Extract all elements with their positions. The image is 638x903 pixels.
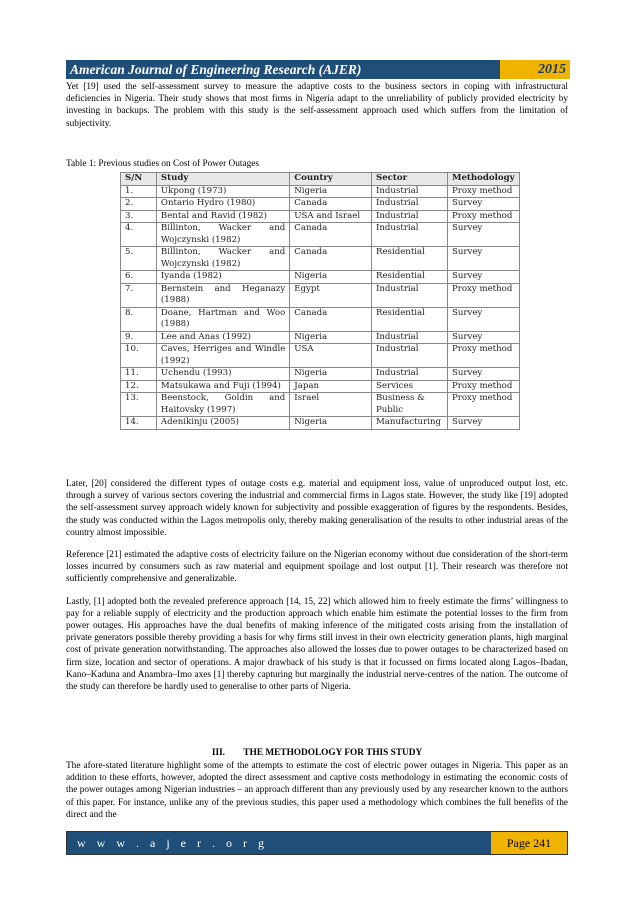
footer-page-number: Page 241 (491, 832, 567, 854)
studies-table-container (120, 172, 520, 430)
table-cell: Iyanda (1982) (156, 271, 289, 284)
table-cell: Ukpong (1973) (156, 185, 289, 198)
table-row (121, 210, 520, 223)
table-cell: 10. (121, 344, 157, 368)
table-row (121, 307, 520, 331)
table-cell: Residential (371, 307, 447, 331)
table-cell: Proxy method (447, 393, 519, 417)
page-footer (66, 831, 568, 855)
table-cell: Nigeria (290, 331, 372, 344)
table-row (121, 283, 520, 307)
paragraph-reference-21: Reference [21] estimated the adaptive costs of electricity failure on the Nigerian economy without due consideration of the short-term losses incurred by consumers such as raw material and equipment spoilage and lost output [1]. Their research was therefore not sufficiently comprehensive and generalizable. (66, 550, 568, 585)
table-cell: Industrial (371, 344, 447, 368)
table-row (121, 271, 520, 284)
table-cell: Industrial (371, 368, 447, 381)
table-cell: Manufacturing (371, 417, 447, 430)
table-cell: Business & Public (371, 393, 447, 417)
literature-paragraphs (66, 478, 568, 703)
table-header-row (121, 173, 520, 186)
paragraph-later-20: Later, [20] considered the different types of outage costs e.g. material and equipment loss, value of unproduced output lost, etc. through a survey of various sectors covering the industrial and commercial firms in Lagos state. However, the study like [19] adopted the self-assessment survey approach widely known for subjectivity and possible exaggeration of figures by the respondents. Besides, the study was conducted within the Lagos metropolis only, thereby making generalisation of the results to other industrial areas of the country almost impossible. (66, 479, 568, 538)
table-cell: Japan (290, 380, 372, 393)
table-cell: 3. (121, 210, 157, 223)
table-cell: Industrial (371, 185, 447, 198)
table-cell: Survey (447, 331, 519, 344)
table-cell: 5. (121, 247, 157, 271)
journal-title: American Journal of Engineering Research (AJER) (66, 60, 500, 79)
table-cell: 11. (121, 368, 157, 381)
table-cell: Survey (447, 417, 519, 430)
table-cell: Ontario Hydro (1980) (156, 198, 289, 211)
journal-header (66, 60, 570, 79)
table-cell: Egypt (290, 283, 372, 307)
table-cell: Lee and Anas (1992) (156, 331, 289, 344)
table-cell: Israel (290, 393, 372, 417)
table-cell: Survey (447, 247, 519, 271)
table-row (121, 198, 520, 211)
table-cell: Nigeria (290, 271, 372, 284)
table-cell: Nigeria (290, 417, 372, 430)
table-row (121, 344, 520, 368)
table-caption: Table 1: Previous studies on Cost of Power Outages (66, 159, 260, 169)
table-cell: 4. (121, 223, 157, 247)
table-cell: Industrial (371, 283, 447, 307)
table-cell: Residential (371, 247, 447, 271)
table-cell: Nigeria (290, 185, 372, 198)
table-cell: 1. (121, 185, 157, 198)
table-cell: Industrial (371, 331, 447, 344)
table-cell: Industrial (371, 210, 447, 223)
methodology-paragraph: The afore-stated literature highlight some of the attempts to estimate the cost of electric power outages in Nigeria. This paper as an addition to these efforts, however, adopted the direct assessment and captive costs methodology in estimating the economic costs of the power outages among Nigerian industries – an approach different than any previously used by any researcher known to the authors of this paper. For instance, unlike any of the previous studies, this paper used a methodology which combines the full benefits of the direct and the (66, 761, 568, 820)
table-cell: Survey (447, 368, 519, 381)
footer-website: w w w . a j e r . o r g (67, 832, 491, 854)
table-cell: USA (290, 344, 372, 368)
table-cell: Industrial (371, 223, 447, 247)
table-header-cell: Sector (371, 173, 447, 186)
journal-year: 2015 (500, 60, 570, 79)
table-cell: Survey (447, 198, 519, 211)
table-row (121, 380, 520, 393)
table-cell: 6. (121, 271, 157, 284)
section-heading: III. THE METHODOLOGY FOR THIS STUDY (211, 748, 423, 758)
table-cell: Billinton, Wacker and Wojczynski (1982) (156, 247, 289, 271)
table-cell: Survey (447, 223, 519, 247)
table-cell: 14. (121, 417, 157, 430)
table-cell: Canada (290, 198, 372, 211)
methodology-paragraph-block (66, 760, 568, 831)
table-cell: Residential (371, 271, 447, 284)
table-cell: 9. (121, 331, 157, 344)
table-row (121, 247, 520, 271)
table-cell: Nigeria (290, 368, 372, 381)
table-cell: USA and Israel (290, 210, 372, 223)
table-cell: 2. (121, 198, 157, 211)
table-header-cell: S/N (121, 173, 157, 186)
table-cell: Canada (290, 223, 372, 247)
table-cell: 8. (121, 307, 157, 331)
table-row (121, 331, 520, 344)
table-row (121, 368, 520, 381)
table-cell: Survey (447, 307, 519, 331)
table-cell: Billinton, Wacker and Wojczynski (1982) (156, 223, 289, 247)
table-cell: Matsukawa and Fuji (1994) (156, 380, 289, 393)
table-header-cell: Methodology (447, 173, 519, 186)
table-header-cell: Country (290, 173, 372, 186)
table-cell: Adenikinju (2005) (156, 417, 289, 430)
table-cell: Proxy method (447, 380, 519, 393)
table-cell: Survey (447, 271, 519, 284)
table-cell: Canada (290, 307, 372, 331)
intro-paragraph: Yet [19] used the self-assessment survey to measure the adaptive costs to the business sectors in coping with infrastructural deficiencies in Nigeria. Their study shows that most firms in Nigeria adapt to the unreliability of publicly provided electricity by investing in backups. The problem with this study is the self-assessment approach used which suffers from the limitation of subjectivity. (66, 82, 568, 129)
table-cell: Industrial (371, 198, 447, 211)
table-cell: Bental and Ravid (1982) (156, 210, 289, 223)
studies-table (120, 172, 520, 430)
table-cell: Proxy method (447, 283, 519, 307)
table-row (121, 185, 520, 198)
intro-paragraph-block (66, 81, 568, 140)
table-cell: 12. (121, 380, 157, 393)
table-cell: Caves, Herriges and Windle (1992) (156, 344, 289, 368)
table-cell: Doane, Hartman and Woo (1988) (156, 307, 289, 331)
table-cell: Services (371, 380, 447, 393)
table-header-cell: Study (156, 173, 289, 186)
table-cell: Uchendu (1993) (156, 368, 289, 381)
table-row (121, 393, 520, 417)
table-cell: Proxy method (447, 344, 519, 368)
table-row (121, 223, 520, 247)
table-cell: 7. (121, 283, 157, 307)
table-cell: Proxy method (447, 185, 519, 198)
paragraph-lastly-1: Lastly, [1] adopted both the revealed preference approach [14, 15, 22] which allowed him to freely estimate the firms’ willingness to pay for a reliable supply of electricity and the production approach which enable him estimate the potential losses to the firm from power outages. His approaches have the dual benefits of making inference of the mitigated costs arising from the installation of private generators possible thereby providing a basis for why firms still invest in their own electricity generation plants, high marginal cost of private generation notwithstanding. The approaches also allowed the losses due to power outages to be characterized based on firm size, location and sector of operations. A major drawback of his study is that it focussed on firms located along Lagos–Ibadan, Kano–Kaduna and Anambra–Imo axes [1] thereby capturing but marginally the industrial nerve-centres of the nation. The outcome of the study can therefore be hardly used to generalise to other parts of Nigeria. (66, 596, 568, 693)
table-cell: 13. (121, 393, 157, 417)
table-cell: Bernstein and Heganazy (1988) (156, 283, 289, 307)
table-cell: Proxy method (447, 210, 519, 223)
table-cell: Canada (290, 247, 372, 271)
table-row (121, 417, 520, 430)
table-cell: Beenstock, Goldin and Haitovsky (1997) (156, 393, 289, 417)
